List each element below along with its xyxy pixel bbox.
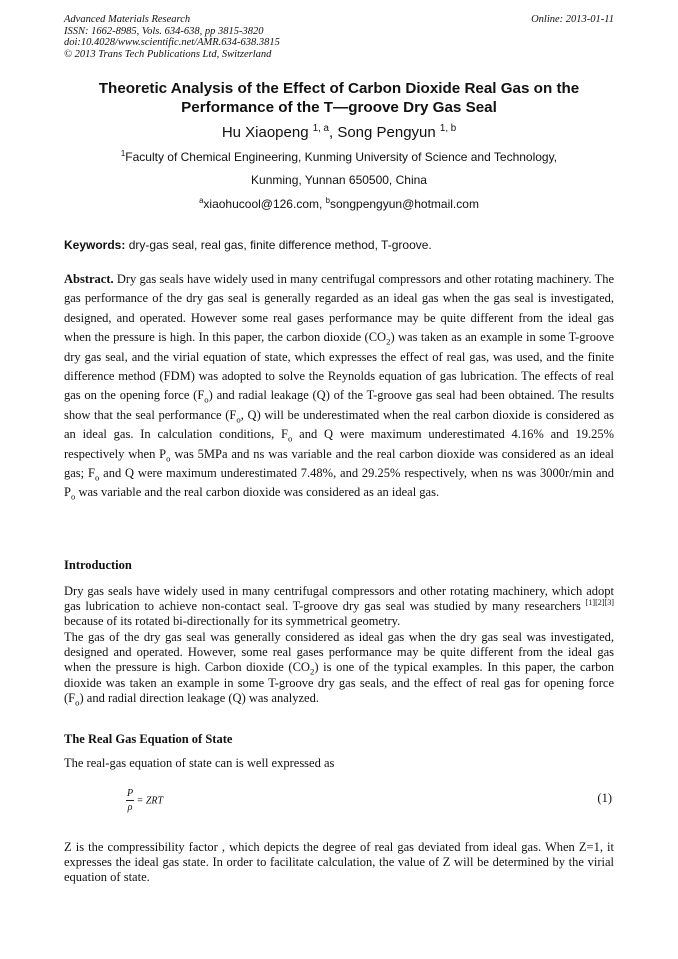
online-date: Online: 2013-01-11 bbox=[531, 14, 614, 25]
affiliation-line-2: Kunming, Yunnan 650500, China bbox=[251, 173, 427, 187]
author-separator: , bbox=[328, 124, 338, 141]
abstract-label: Abstract. bbox=[64, 272, 114, 286]
email-b-mark: b bbox=[325, 196, 330, 205]
equation-fraction bbox=[126, 788, 134, 814]
journal-name: Advanced Materials Research bbox=[64, 14, 191, 25]
equation-rhs: = ZRT bbox=[134, 795, 164, 807]
author-1: Hu Xiaopeng bbox=[221, 124, 309, 141]
affiliation-mark: 1 bbox=[120, 149, 126, 158]
abstract: Abstract. Dry gas seals have widely used in many centrifugal compressors and other rotating machinery. The gas performance of the dry gas seal is generally regarded as an ideal gas when the gas seal is investigated, designed, and operated. However some real gases performance may be quite different from the ideal gas when the pressure is high. In this paper, the carbon dioxide $(CO_2)$ was taken as an example in some T-groove dry gas seal, and the virial equation of state, which expresses the effect of real gas, was used, and the finite difference method (FDM) was adopted to solve the Reynolds equation of gas lubrication. The effects of real gas on the opening force $(F_o)$ and radial leakage (Q) of the T-groove gas seal had been obtained. The results show that the seal performance ($F_o$, Q) will be underestimated when the real carbon dioxide is considered as an ideal gas. In calculation conditions, $F_o$ and Q were maximum underestimated 4.16% and 19.25% respectively when $P_o$ was 5MPa and ns was variable and the real carbon dioxide was considered as an ideal gas; $F_o$ and Q were maximum underestimated 7.48%, and 29.25% respectively, when ns was 3000r/min and $P_o$ was variable and the real carbon dioxide was considered as an ideal gas. bbox=[64, 272, 615, 502]
author-line bbox=[0, 124, 678, 141]
email-a[interactable]: xiaohucool@126.com, bbox=[203, 197, 326, 211]
real-gas-intro: The real-gas equation of state can is well expressed as bbox=[64, 756, 335, 770]
copyright-line: © 2013 Trans Tech Publications Ltd, Switzerland bbox=[64, 48, 272, 60]
equation-numerator: P bbox=[127, 788, 134, 799]
introduction-paragraph-1: Dry gas seals have widely used in many centrifugal compressors and other rotating machinery, which adopt gas lubrication to achieve non-contact seal. T-groove dry gas seal was studied by many researchers [1][2][3] because of its rotated bi-directionally for its symmetrical geometry. bbox=[64, 584, 614, 629]
equation-denominator: ρ bbox=[127, 802, 133, 813]
author-2: Song Pengyun bbox=[337, 124, 436, 141]
running-header bbox=[64, 14, 614, 60]
doi-line: doi:10.4028/www.scientific.net/AMR.634-638.3815 bbox=[64, 37, 280, 48]
citation[interactable]: [1][2][3] bbox=[585, 598, 614, 608]
email-b[interactable]: songpengyun@hotmail.com bbox=[330, 197, 479, 211]
title-line-1: Theoretic Analysis of the Effect of Carbon Dioxide Real Gas on the bbox=[98, 80, 580, 97]
equation-number: (1) bbox=[597, 791, 612, 805]
title-line-2: Performance of the T—groove Dry Gas Seal bbox=[181, 98, 497, 116]
issn-line: ISSN: 1662-8985, Vols. 634-638, pp 3815-3820 bbox=[64, 25, 264, 37]
keywords-label: Keywords: bbox=[64, 238, 126, 252]
real-gas-paragraph: Z is the compressibility factor , which depicts the degree of real gas deviated from ideal gas. When Z=1, it expresses the ideal gas state. In order to facilitate calculation, the value of Z will be determined by the virial equation of state. bbox=[64, 840, 614, 885]
introduction-paragraph-2: The gas of the dry gas seal was generally considered as ideal gas when the dry gas seal was investigated, designed and operated. However, some real gases performance may be quite different from the ideal gas when the pressure is high. Carbon dioxide $(CO_2)$ is one of the typical examples. In this paper, the carbon dioxide was taken an example in some T-groove dry gas seals, and the effect of real gas for opening force $(F_o)$ and radial direction leakage (Q) was analyzed. bbox=[64, 630, 614, 708]
email-a-mark: a bbox=[199, 196, 204, 205]
author-1-marks: 1, a bbox=[312, 123, 329, 134]
section-heading-real-gas: The Real Gas Equation of State bbox=[64, 732, 233, 746]
affiliation-line-1: $^1$Faculty of Chemical Engineering, Kunming University of Science and Technology, bbox=[120, 149, 558, 164]
paper-title bbox=[40, 80, 638, 117]
email-line bbox=[0, 197, 678, 211]
keywords bbox=[64, 238, 614, 252]
author-2-marks: 1, b bbox=[439, 123, 457, 134]
equation-1 bbox=[126, 788, 163, 814]
section-heading-introduction: Introduction bbox=[64, 558, 132, 572]
keywords-text: dry-gas seal, real gas, finite difference method, T-groove. bbox=[125, 238, 432, 252]
